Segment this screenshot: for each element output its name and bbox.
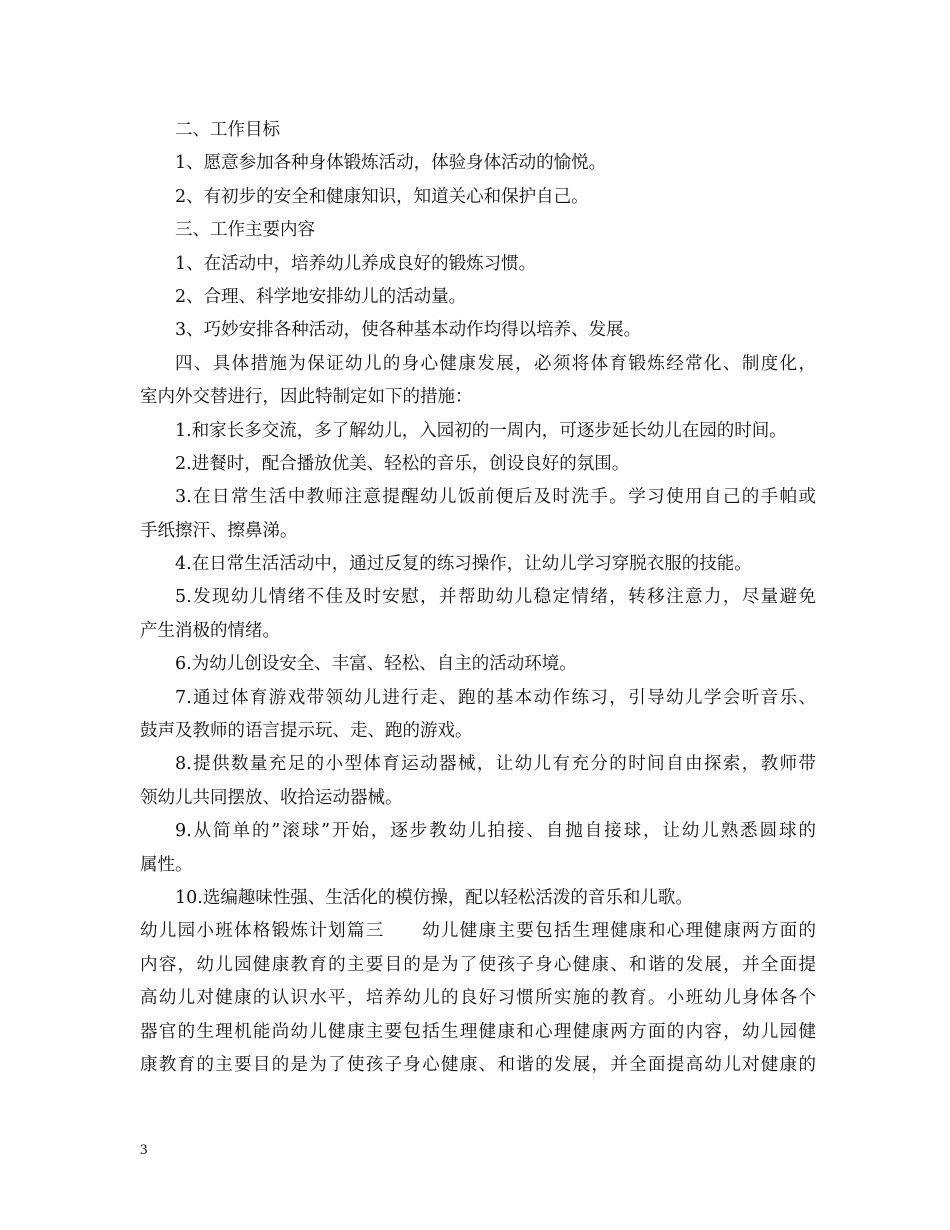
text-line: 1、愿意参加各种身体锻炼活动，体验身体活动的愉悦。 [175,153,607,174]
text-line: 1.和家长多交流，多了解幼儿，入园初的一周内，可逐步延长幼儿在园的时间。 [175,420,787,441]
text-line: 10.选编趣味性强、生活化的模仿操，配以轻松活泼的音乐和儿歌。 [175,887,693,908]
text-line: 7.通过体育游戏带领幼儿进行走、跑的基本动作练习，引导幼儿学会听音乐、 [175,687,816,708]
text-line: 鼓声及教师的语言提示玩、走、跑的游戏。 [140,721,473,742]
section-heading-measures: 四、具体措施为保证幼儿的身心健康发展，必须将体育锻炼经常化、制度化， [175,353,816,374]
text-line: 2.进餐时，配合播放优美、轻松的音乐，创设良好的氛围。 [175,453,630,474]
text-line: 8.提供数量充足的小型体育运动器械，让幼儿有充分的时间自由探索，教师带 [175,754,816,775]
text-line: 2、合理、科学地安排幼儿的活动量。 [175,286,467,307]
text-line: 4.在日常生活活动中，通过反复的练习操作，让幼儿学习穿脱衣服的技能。 [175,554,752,575]
text-line: 5.发现幼儿情绪不佳及时安慰，并帮助幼儿稳定情绪，转移注意力，尽量避免 [175,587,816,608]
text-line: 3、巧妙安排各种活动，使各种基本动作均得以培养、发展。 [175,320,642,341]
text-line: 内容，幼儿园健康教育的主要目的是为了使孩子身心健康、和谐的发展，并全面提 [140,954,816,975]
text-line: 器官的生理机能尚幼儿健康主要包括生理健康和心理健康两方面的内容，幼儿园健 [140,1021,816,1042]
section-heading-goals: 二、工作目标 [175,120,280,140]
section-heading-plan-three: 幼儿园小班体格锻炼计划篇三 幼儿健康主要包括生理健康和心理健康两方面的 [140,921,816,942]
text-line: 3.在日常生活中教师注意提醒幼儿饭前便后及时洗手。学习使用自己的手帕或 [175,487,816,508]
text-line: 9.从简单的”滚球”开始，逐步教幼儿拍接、自抛自接球，让幼儿熟悉圆球的 [175,821,816,842]
text-line: 6.为幼儿创设安全、丰富、轻松、自主的活动环境。 [175,654,577,675]
text-line: 属性。 [140,854,193,875]
section-heading-content: 三、工作主要内容 [175,220,315,241]
text-line: 手纸擦汗、擦鼻涕。 [140,520,298,541]
text-line: 2、有初步的安全和健康知识，知道关心和保护自己。 [175,186,589,207]
text-line: 1、在活动中，培养幼儿养成良好的锻炼习惯。 [175,253,537,274]
text-line: 产生消极的情绪。 [140,620,280,641]
text-line: 领幼儿共同摆放、收拾运动器械。 [140,787,403,808]
text-line: 室内外交替进行，因此特制定如下的措施： [140,387,473,408]
text-line: 康教育的主要目的是为了使孩子身心健康、和谐的发展，并全面提高幼儿对健康的 [140,1054,816,1075]
page-number: 3 [140,1142,148,1158]
document-body [140,114,816,1082]
text-line: 高幼儿对健康的认识水平，培养幼儿的良好习惯所实施的教育。小班幼儿身体各个 [140,988,816,1009]
